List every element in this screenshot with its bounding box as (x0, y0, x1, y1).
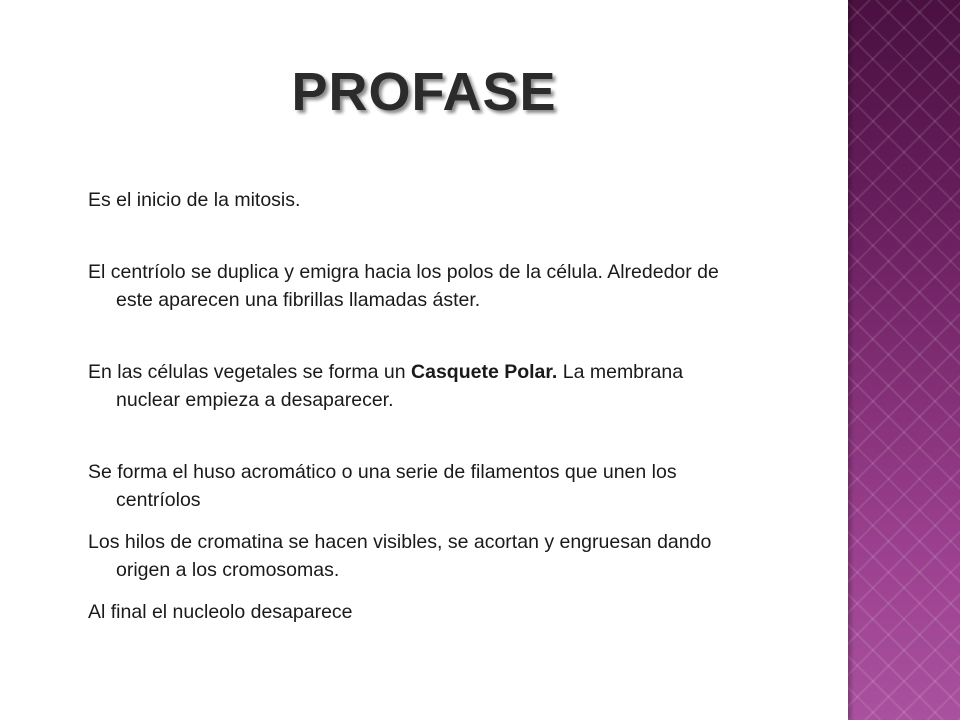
paragraph-intro: Es el inicio de la mitosis. (88, 189, 301, 211)
decorative-side-panel (848, 0, 960, 720)
paragraph-huso: Se forma el huso acromático o una serie de filamentos que unen los centríolos (88, 461, 677, 511)
paragraph-centriolo: El centríolo se duplica y emigra hacia los polos de la célula. Alrededor de este aparecen una fibrillas llamadas áster. (88, 261, 719, 311)
paragraph-nucleolo: Al final el nucleolo desaparece (88, 601, 353, 623)
slide-title: PROFASE (291, 62, 557, 122)
paragraph-cromatina: Los hilos de cromatina se hacen visibles, se acortan y engruesan dando origen a los cromosomas. (88, 531, 712, 581)
side-panel-shadow (848, 0, 854, 720)
paragraph-casquete-after: La membrana nuclear empieza a desaparecer. (116, 361, 684, 411)
slide-body (88, 186, 728, 626)
paragraph-casquete-before: En las células vegetales se forma un (88, 361, 412, 383)
paragraph-casquete-polar (88, 358, 728, 414)
casquete-polar-term: Casquete Polar. (411, 361, 558, 383)
